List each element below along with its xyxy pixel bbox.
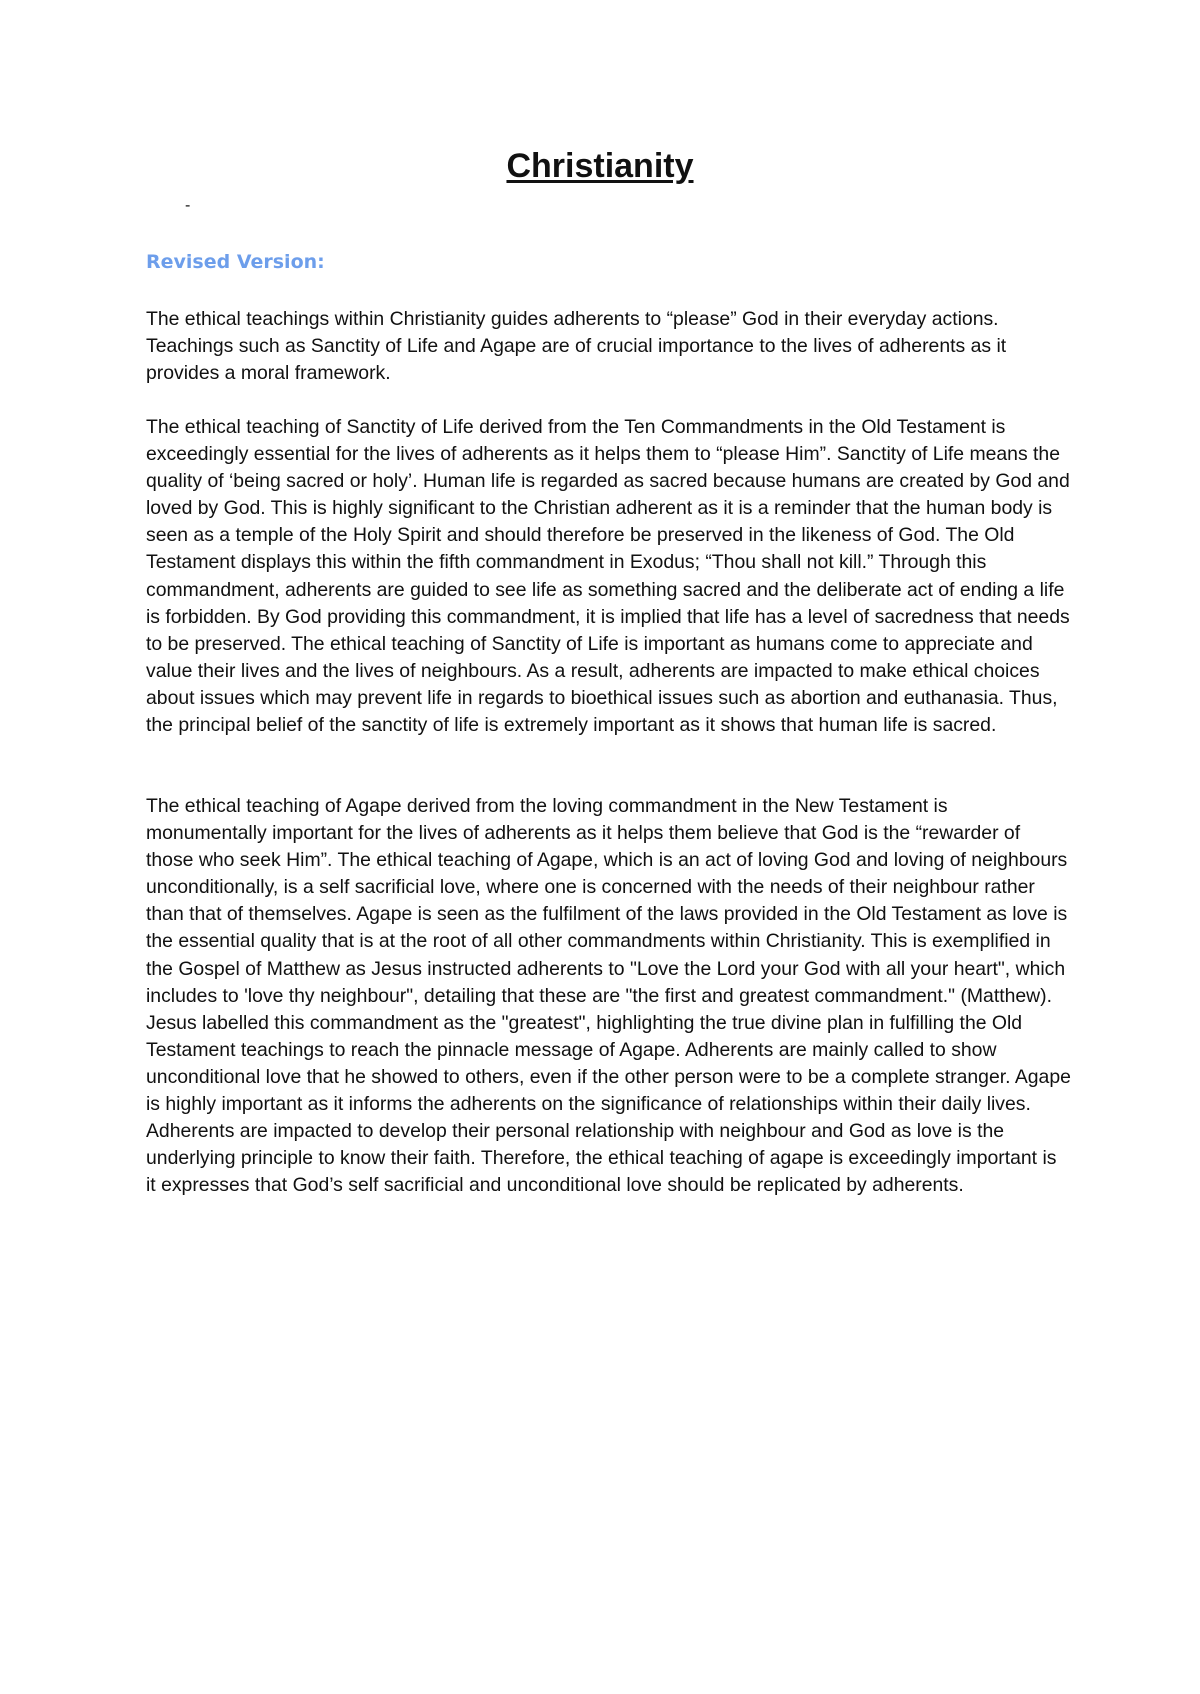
list-dash: - bbox=[185, 197, 191, 214]
agape-paragraph: The ethical teaching of Agape derived from the loving commandment in the New Testament is monumentally important for the lives of adherents as it helps them believe that God is the “rewarder of those who seek Him”. The ethical teaching of Agape, which is an act of loving God and loving of neighbours unconditionally, is a self sacrificial love, where one is concerned with the needs of their neighbour rather than that of themselves. Agape is seen as the fulfilment of the laws provided in the Old Testament as love is the essential quality that is at the root of all other commandments within Christianity. This is exemplified in the Gospel of Matthew as Jesus instructed adherents to "Love the Lord your God with all your heart", which includes to 'love thy neighbour", detailing that these are "the first and greatest commandment." (Matthew). Jesus labelled this commandment as the "greatest", highlighting the true divine plan in fulfilling the Old Testament teachings to reach the pinnacle message of Agape. Adherents are mainly called to show unconditional love that he showed to others, even if the other person were to be a complete stranger. Agape is highly important as it informs the adherents on the significance of relationships within their daily lives. Adherents are impacted to develop their personal relationship with neighbour and God as love is the underlying principle to know their faith. Therefore, the ethical teaching of agape is exceedingly important is it expresses that God’s self sacrificial and unconditional love should be replicated by adherents. bbox=[146, 795, 1071, 1197]
document-title: Christianity bbox=[506, 147, 694, 185]
sanctity-of-life-paragraph: The ethical teaching of Sanctity of Life derived from the Ten Commandments in the Old Testament is exceedingly essential for the lives of adherents as it helps them to “please Him”. Sanctity of Life means the quality of ‘being sacred or holy’. Human life is regarded as sacred because humans are created by God and loved by God. This is highly significant to the Christian adherent as it is a reminder that the human body is seen as a temple of the Holy Spirit and should therefore be preserved in the likeness of God. The Old Testament displays this within the fifth commandment in Exodus; “Thou shall not kill.” Through this commandment, adherents are guided to see life as something sacred and the deliberate act of ending a life is forbidden. By God providing this commandment, it is implied that life has a level of sacredness that needs to be preserved. The ethical teaching of Sanctity of Life is important as humans come to appreciate and value their lives and the lives of neighbours. As a result, adherents are impacted to make ethical choices about issues which may prevent life in regards to bioethical issues such as abortion and euthanasia. Thus, the principal belief of the sanctity of life is extremely important as it shows that human life is sacred. bbox=[146, 416, 1070, 737]
revised-version-heading: Revised Version: bbox=[146, 251, 325, 273]
intro-paragraph: The ethical teachings within Christianity guides adherents to “please” God in their everyday actions. Teachings such as Sanctity of Life and Agape are of crucial importance to the lives of adherents as it provides a moral framework. bbox=[146, 308, 1007, 385]
